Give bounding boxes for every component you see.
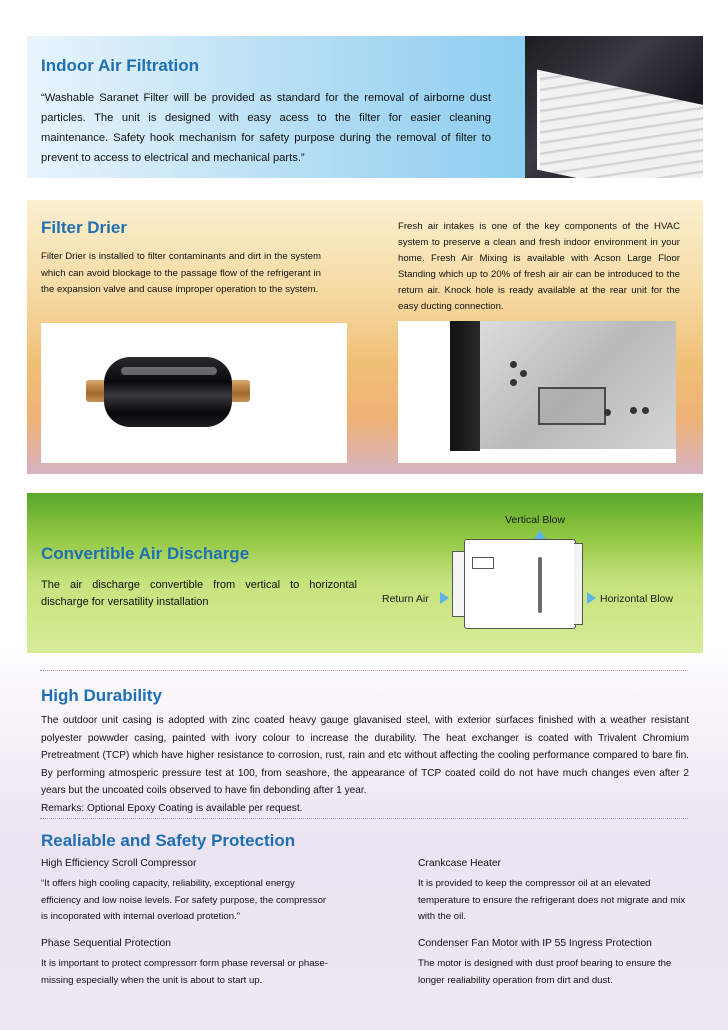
section-divider bbox=[40, 818, 688, 819]
vertical-blow-arrow-icon bbox=[534, 530, 546, 539]
panel-screw bbox=[642, 407, 649, 414]
vertical-blow-label: Vertical Blow bbox=[505, 514, 566, 526]
reliable-safety-title: Realiable and Safety Protection bbox=[41, 831, 296, 850]
unit-side-edge bbox=[450, 321, 480, 451]
section-divider bbox=[40, 670, 688, 671]
high-durability-title: High Durability bbox=[41, 686, 162, 705]
air-handling-unit-diagram bbox=[464, 539, 576, 629]
unit-discharge-slot bbox=[538, 557, 542, 613]
fan-motor-body: The motor is designed with dust proof bearing to ensure the longer realiability operation from dirt and dust. bbox=[418, 958, 672, 986]
panel-screw bbox=[510, 361, 517, 368]
convertible-air-discharge-section bbox=[27, 493, 703, 653]
high-durability-text bbox=[41, 712, 689, 817]
knock-hole bbox=[538, 387, 606, 425]
scroll-compressor-body: “It offers high cooling capacity, reliability, exceptional energy efficiency and low noise levels. For safety purpose, the compressor is incoporated with internal overload protetion.” bbox=[41, 878, 327, 922]
filter-drier-body: Filter Drier is installed to filter contaminants and dirt in the system which can avoid blockage to the passage flow of the refrigerant in the expansion valve and cause improper operation to the system. bbox=[41, 251, 321, 295]
crankcase-heater-body: It is provided to keep the compressor oil at an elevated temperature to ensure the refrigerant does not migrate and mix with the oil. bbox=[418, 878, 686, 922]
drier-highlight bbox=[121, 367, 217, 375]
indoor-air-filtration-body: “Washable Saranet Filter will be provided as standard for the removal of airborne dust particles. The unit is designed with easy acess to the filter for easier cleaning maintenance. Safety hook mechanism for safety purpose during the removal of filter to prevent to access to electrical and mechanical parts.” bbox=[41, 92, 491, 164]
panel-screw bbox=[510, 379, 517, 386]
crankcase-heater-heading: Crankcase Heater bbox=[418, 858, 501, 869]
indoor-air-filtration-section bbox=[27, 36, 703, 178]
filter-drier-section bbox=[27, 200, 703, 474]
fresh-air-intake-photo bbox=[398, 321, 676, 463]
unit-knob bbox=[472, 557, 494, 569]
convertible-air-discharge-body: The air discharge convertible from vertical to horizontal discharge for versatility installation bbox=[41, 579, 357, 608]
high-durability-body: The outdoor unit casing is adopted with zinc coated heavy gauge glavanised steel, with exterior surfaces finished with a weather resistant polyester powwder casing, painted with ivory colour to increase the durability. The heat exchanger is coated with Trivalent Chromium Pretreatment (TCP) which have higher resistance to corrosion, rust, rain and etc without affecting the cooling performance compared to bare fin. By performing atmosperic pressure test at 100, from seashore, the appearance of TCP coated coild do not have much changes even after 2 years but the uncoated coils observed to have fin debonding after 1 year. bbox=[41, 715, 689, 796]
indoor-air-filtration-title: Indoor Air Filtration bbox=[41, 56, 200, 75]
panel-screw bbox=[604, 409, 611, 416]
fresh-air-intake-body: Fresh air intakes is one of the key components of the HVAC system to preserve a clean and fresh indoor environment in your home. Fresh Air Mixing is available with Acson Large Floor Standing which up to 20% of fresh air air can be introduced to the return air. Knock hole is ready available at the rear unit for the easy ducting connection. bbox=[398, 221, 680, 312]
unit-rear-panel bbox=[480, 321, 676, 449]
return-air-label: Return Air bbox=[382, 593, 429, 605]
filter-drier-photo bbox=[41, 323, 347, 463]
panel-screw bbox=[520, 370, 527, 377]
scroll-compressor-heading: High Efficiency Scroll Compressor bbox=[41, 858, 197, 869]
return-air-arrow-icon bbox=[440, 592, 449, 604]
phase-protection-heading: Phase Sequential Protection bbox=[41, 938, 171, 949]
panel-screw bbox=[630, 407, 637, 414]
horizontal-blow-arrow-icon bbox=[587, 592, 596, 604]
unit-back-flange bbox=[574, 543, 583, 625]
phase-protection-body: It is important to protect compressorr form phase reversal or phase-missing especially when the unit is about to start up. bbox=[41, 958, 328, 986]
high-durability-remarks: Remarks: Optional Epoxy Coating is available per request. bbox=[41, 802, 303, 814]
convertible-air-discharge-title: Convertible Air Discharge bbox=[41, 544, 250, 563]
fan-motor-heading: Condenser Fan Motor with IP 55 Ingress Protection bbox=[418, 938, 652, 949]
horizontal-blow-label: Horizontal Blow bbox=[600, 593, 673, 605]
filter-drier-title: Filter Drier bbox=[41, 218, 127, 237]
